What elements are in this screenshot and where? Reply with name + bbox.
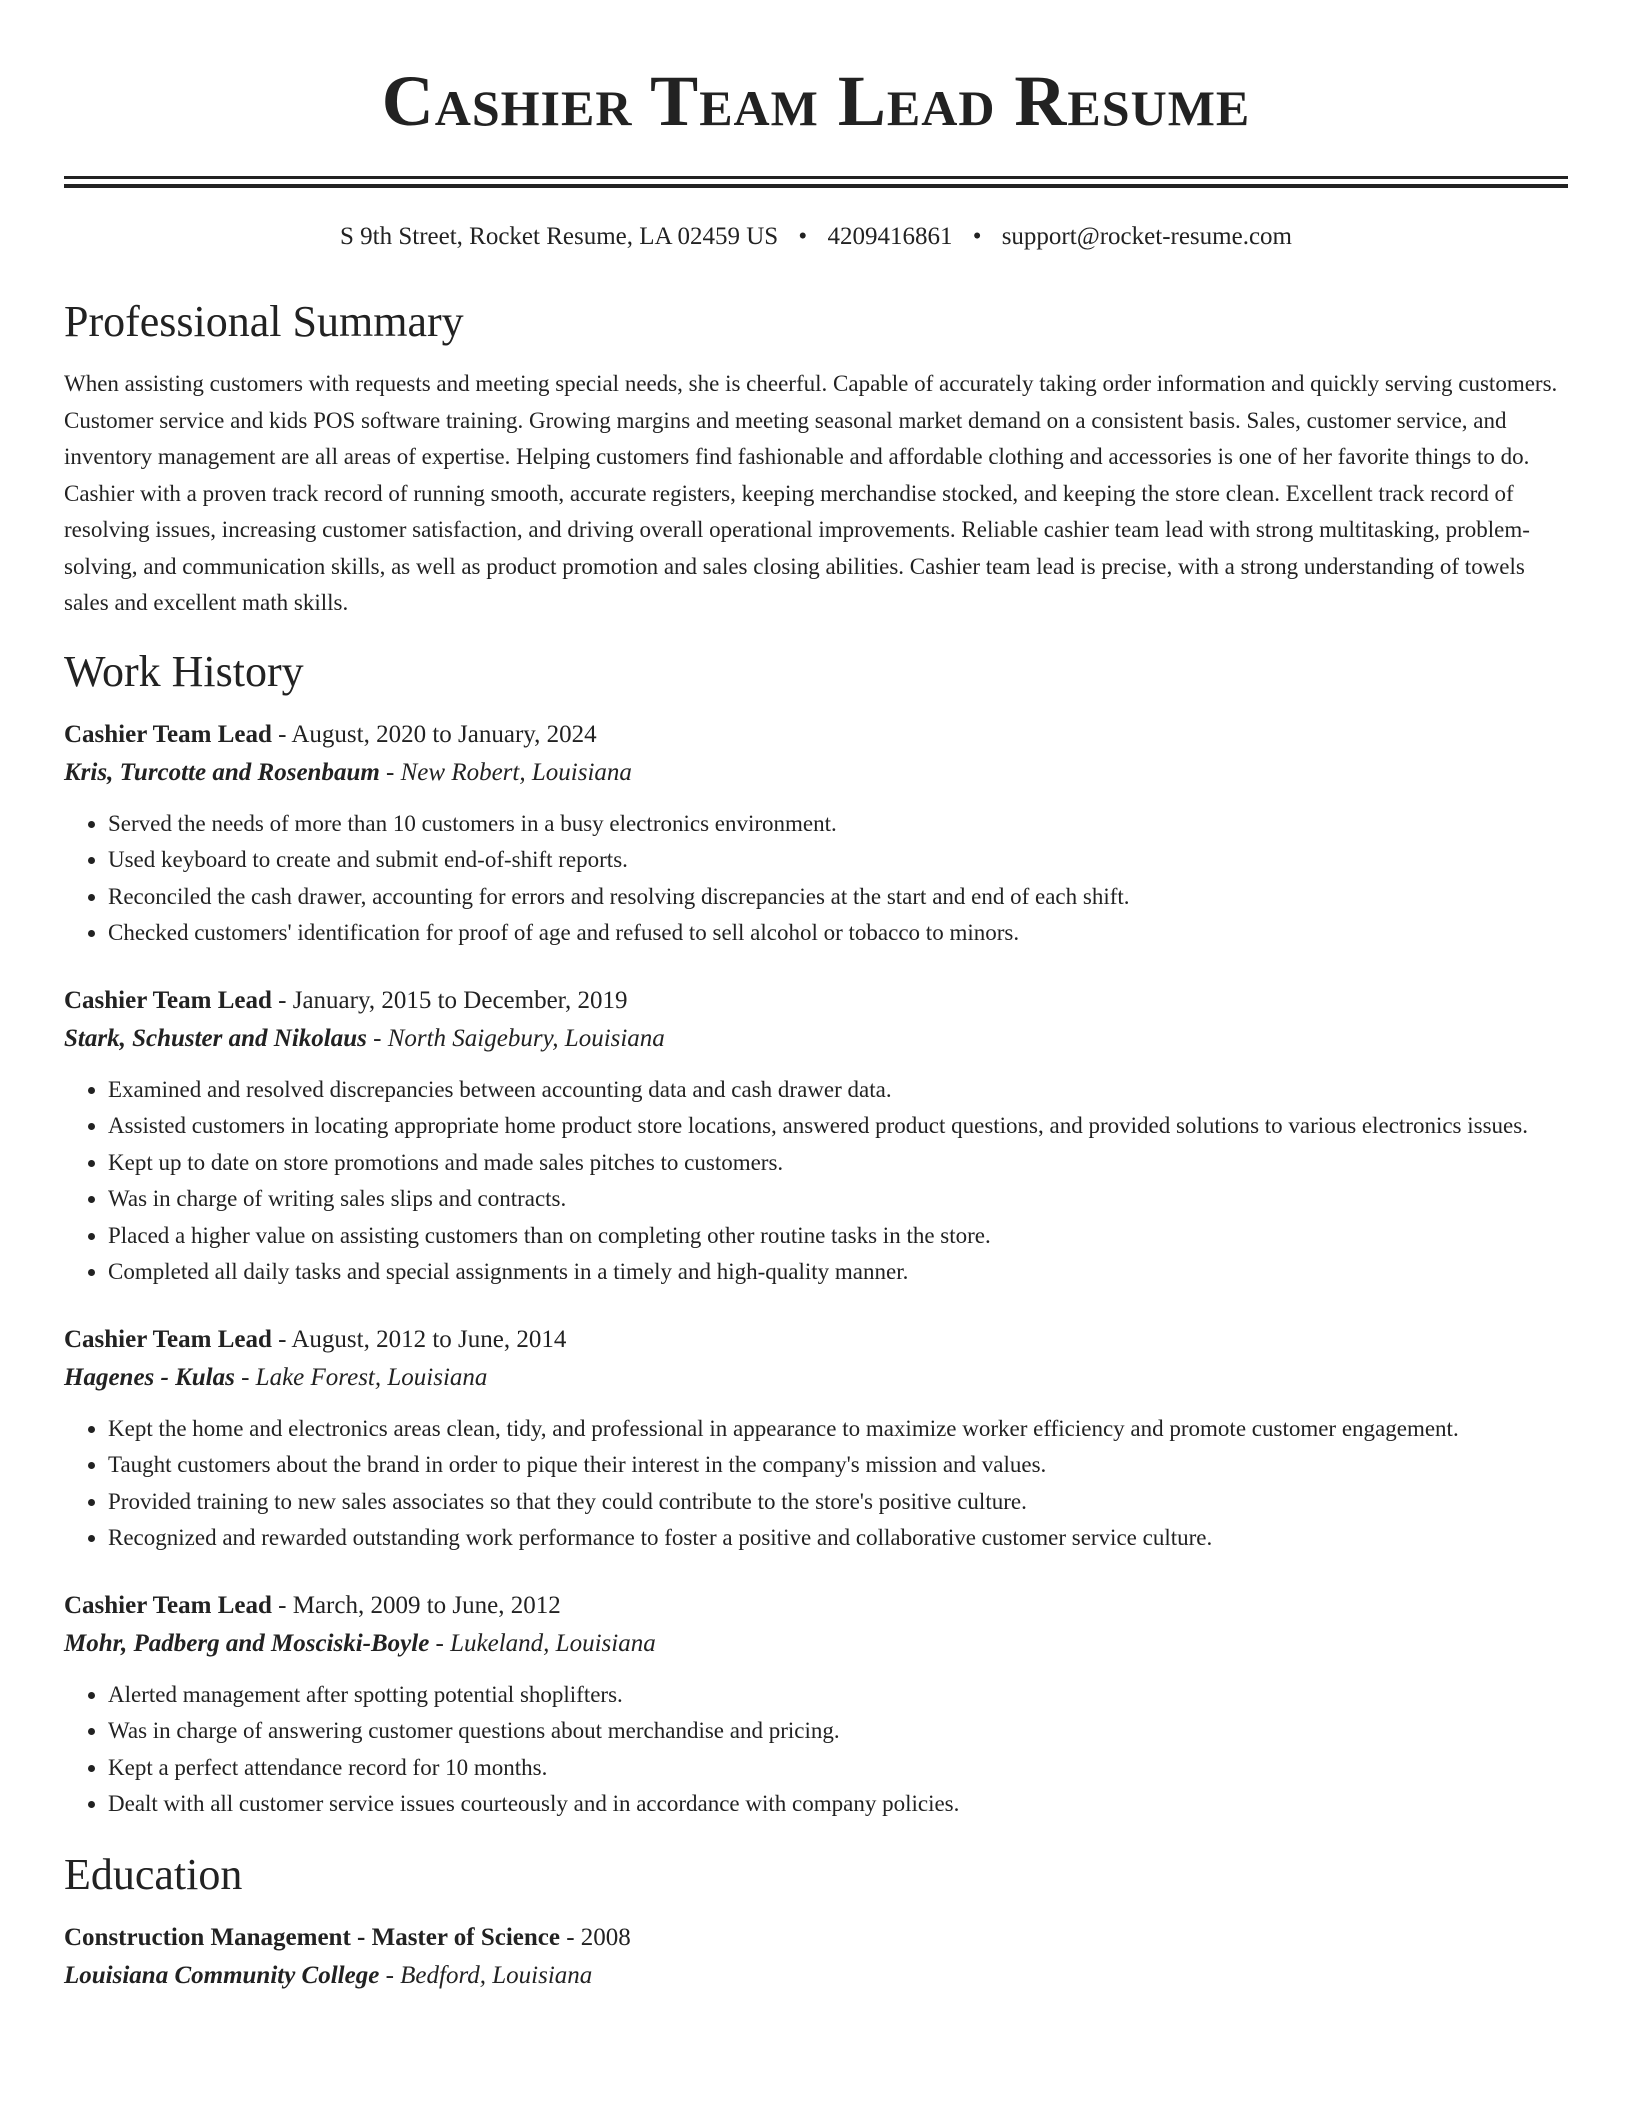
list-item: • Taught customers about the brand in order to pique their interest in the company's mission and values.: [108, 1447, 1568, 1484]
list-item: • Recognized and rewarded outstanding work performance to foster a positive and collaborative customer service culture.: [108, 1520, 1568, 1557]
list-item: • Alerted management after spotting potential shoplifters.: [108, 1677, 1568, 1714]
summary-heading: Professional Summary: [64, 297, 464, 346]
list-item: • Examined and resolved discrepancies between accounting data and cash drawer data.: [108, 1072, 1568, 1109]
list-item: • Assisted customers in locating appropriate home product store locations, answered product questions, and provided solutions to various electronics issues.: [108, 1108, 1568, 1145]
list-item: • Was in charge of answering customer questions about merchandise and pricing.: [108, 1713, 1568, 1750]
job-title-line: [64, 1321, 1568, 1359]
company-location: - North Saigebury, Louisiana: [366, 1024, 665, 1052]
job-entry: [64, 716, 1568, 952]
contact-separator: •: [798, 223, 808, 250]
job-title-line: [64, 1587, 1568, 1625]
company-line: [64, 754, 1568, 792]
job-bullets: [64, 1677, 1568, 1823]
list-item: • Placed a higher value on assisting customers than on completing other routine tasks in the store.: [108, 1218, 1568, 1255]
education-heading: Education: [64, 1849, 243, 1899]
contact-line: [64, 220, 1568, 254]
company-location: - Lukeland, Louisiana: [429, 1629, 656, 1657]
job-entry: [64, 982, 1568, 1291]
job-entry: [64, 1321, 1568, 1557]
work-history-list: [64, 716, 1568, 1823]
job-title-line: [64, 982, 1568, 1020]
job-title-line: [64, 716, 1568, 754]
company-name: Stark, Schuster and Nikolaus: [64, 1024, 367, 1052]
job-title: Cashier Team Lead: [64, 1325, 272, 1353]
job-dates: - March, 2009 to June, 2012: [271, 1591, 561, 1619]
job-title: Cashier Team Lead: [64, 720, 272, 748]
company-name: Mohr, Padberg and Mosciski-Boyle: [64, 1629, 430, 1657]
job-title: Cashier Team Lead: [64, 1591, 272, 1619]
contact-phone: 4209416861: [827, 223, 953, 250]
school-name: Louisiana Community College: [64, 1961, 380, 1989]
list-item: • Reconciled the cash drawer, accounting for errors and resolving discrepancies at the start and end of each shift.: [108, 879, 1568, 916]
contact-separator: •: [972, 223, 982, 250]
degree-name: Construction Management - Master of Science: [64, 1923, 560, 1951]
job-entry: [64, 1587, 1568, 1823]
work-history-heading: Work History: [64, 646, 304, 696]
summary-text: When assisting customers with requests and meeting special needs, she is cheerful. Capable of accurately taking order information and quickly serving customers. Customer service and kids POS software training. Growing margins and meeting seasonal market demand on a consistent basis. Sales, customer service, and inventory management are all areas of expertise. Helping customers find fashionable and affordable clothing and accessories is one of her favorite things to do. Cashier with a proven track record of running smooth, accurate registers, keeping merchandise stocked, and keeping the store clean. Excellent track record of resolving issues, increasing customer satisfaction, and driving overall operational improvements. Reliable cashier team lead with strong multitasking, problem-solving, and communication skills, as well as product promotion and sales closing abilities. Cashier team lead is precise, with a strong understanding of towels sales and excellent math skills.: [64, 371, 1558, 615]
company-location: - Lake Forest, Louisiana: [234, 1363, 488, 1391]
company-line: [64, 1020, 1568, 1058]
job-dates: - January, 2015 to December, 2019: [271, 986, 628, 1014]
education-entry: [64, 1919, 1568, 1995]
list-item: • Dealt with all customer service issues courteously and in accordance with company policies.: [108, 1786, 1568, 1823]
job-dates: - August, 2012 to June, 2014: [271, 1325, 567, 1353]
contact-email: support@rocket-resume.com: [1001, 223, 1292, 250]
job-bullets: [64, 1411, 1568, 1557]
title-divider: [64, 176, 1568, 188]
company-line: [64, 1625, 1568, 1663]
contact-address: S 9th Street, Rocket Resume, LA 02459 US: [340, 223, 779, 250]
list-item: • Kept a perfect attendance record for 10 months.: [108, 1750, 1568, 1787]
list-item: • Provided training to new sales associates so that they could contribute to the store's positive culture.: [108, 1484, 1568, 1521]
list-item: • Was in charge of writing sales slips and contracts.: [108, 1181, 1568, 1218]
company-name: Hagenes - Kulas: [64, 1363, 235, 1391]
job-dates: - August, 2020 to January, 2024: [271, 720, 597, 748]
list-item: • Kept the home and electronics areas clean, tidy, and professional in appearance to maximize worker efficiency and promote customer engagement.: [108, 1411, 1568, 1448]
job-bullets: [64, 1072, 1568, 1291]
company-line: [64, 1359, 1568, 1397]
page-title: Cashier Team Lead Resume: [381, 61, 1251, 141]
school-location: - Bedford, Louisiana: [379, 1961, 593, 1989]
list-item: • Kept up to date on store promotions and made sales pitches to customers.: [108, 1145, 1568, 1182]
list-item: • Served the needs of more than 10 customers in a busy electronics environment.: [108, 806, 1568, 843]
list-item: • Used keyboard to create and submit end-of-shift reports.: [108, 842, 1568, 879]
degree-line: [64, 1919, 1568, 1957]
school-line: [64, 1957, 1568, 1995]
list-item: • Completed all daily tasks and special assignments in a timely and high-quality manner.: [108, 1254, 1568, 1291]
job-title: Cashier Team Lead: [64, 986, 272, 1014]
job-bullets: [64, 806, 1568, 952]
company-name: Kris, Turcotte and Rosenbaum: [64, 758, 380, 786]
degree-year: - 2008: [559, 1923, 631, 1951]
list-item: • Checked customers' identification for proof of age and refused to sell alcohol or tobacco to minors.: [108, 915, 1568, 952]
company-location: - New Robert, Louisiana: [379, 758, 632, 786]
